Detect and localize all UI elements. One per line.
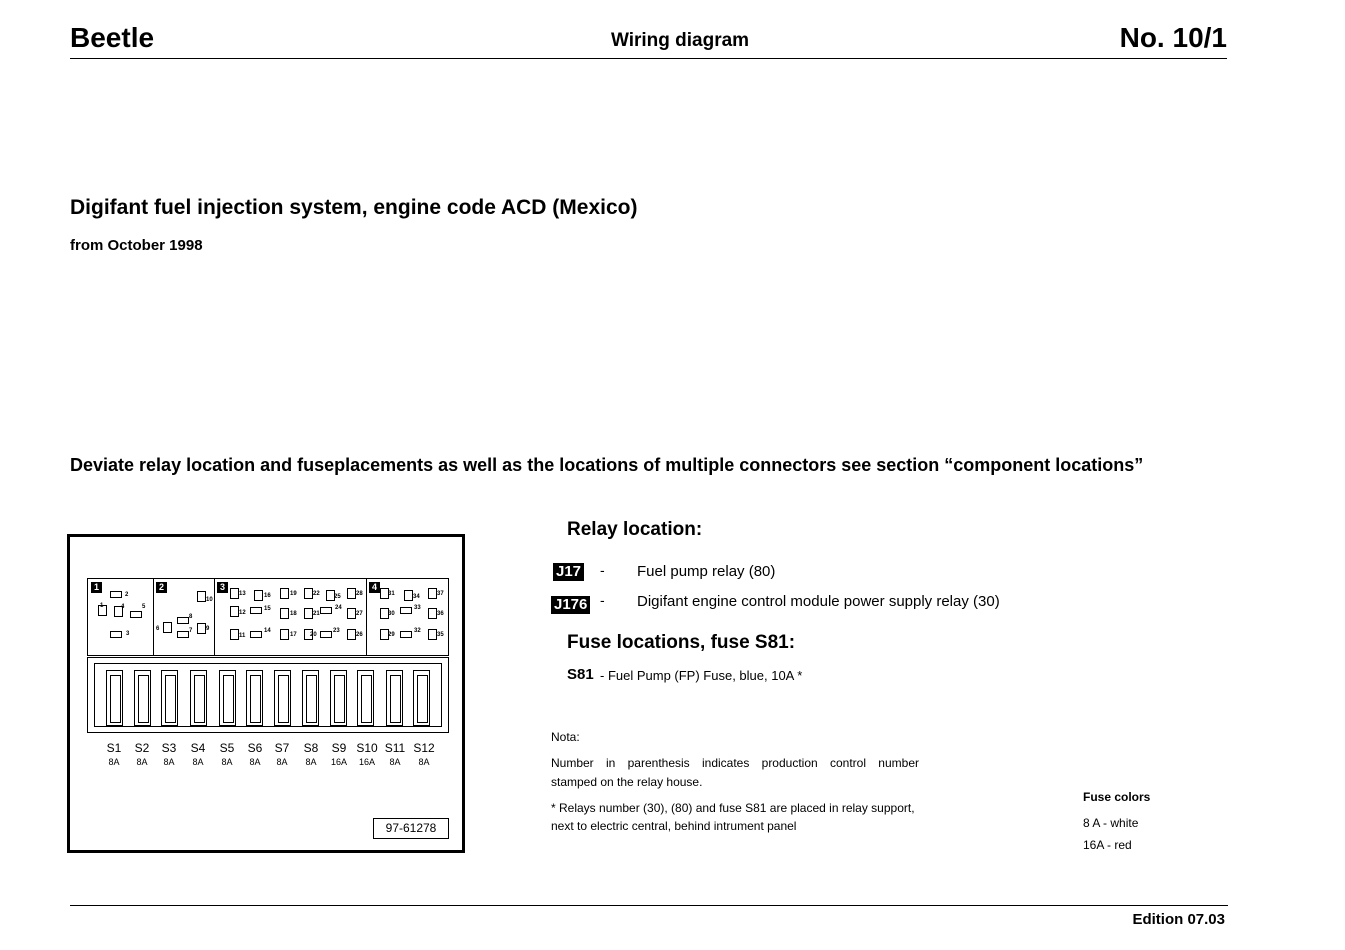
- relay-pin: [400, 631, 412, 638]
- fuse-s11: [386, 670, 403, 726]
- pin-number: 26: [356, 632, 363, 638]
- relay-pin: [347, 608, 356, 619]
- fuse-colors-title: Fuse colors: [1083, 790, 1151, 804]
- fuse-label: S4 8A: [190, 741, 206, 767]
- relay-pin: [250, 631, 262, 638]
- relay-section-2: [153, 579, 215, 655]
- relay-pin: [320, 631, 332, 638]
- fuse-box: [87, 657, 449, 733]
- pin-number: 19: [290, 591, 297, 597]
- pin-number: 12: [239, 610, 246, 616]
- fuse-label: S3 8A: [161, 741, 177, 767]
- pin-number: 24: [335, 605, 342, 611]
- pin-number: 4: [121, 604, 125, 610]
- fuse-desc-s81: - Fuel Pump (FP) Fuse, blue, 10A *: [600, 668, 803, 683]
- relay-pin: [110, 631, 122, 638]
- relay-pin: [428, 588, 437, 599]
- relay-pin: [197, 623, 206, 634]
- relay-pin: [428, 608, 437, 619]
- relay-section-4: [366, 579, 448, 655]
- pin-number: 16: [264, 593, 271, 599]
- pin-number: 30: [388, 611, 395, 617]
- relay-desc-j17: Fuel pump relay (80): [637, 563, 776, 580]
- relay-pin: [280, 588, 289, 599]
- pin-number: 17: [290, 632, 297, 638]
- relay-pin: [428, 629, 437, 640]
- footer-rule: [70, 905, 1228, 906]
- relay-pin: [280, 608, 289, 619]
- relay-section-3: [214, 579, 367, 655]
- page-subtitle: from October 1998: [70, 237, 203, 254]
- fuse-s1: [106, 670, 123, 726]
- section-number: 1: [91, 582, 102, 593]
- fuse-label: S6 8A: [247, 741, 263, 767]
- relay-pin: [304, 588, 313, 599]
- pin-number: 2: [125, 592, 129, 598]
- relay-pin: [177, 631, 189, 638]
- fuse-s2: [134, 670, 151, 726]
- header-doc-type: Wiring diagram: [610, 30, 750, 51]
- section-number: 3: [217, 582, 228, 593]
- pin-number: 21: [313, 611, 320, 617]
- fuse-label: S1 8A: [106, 741, 122, 767]
- pin-number: 20: [310, 632, 317, 638]
- relay-pin: [230, 588, 239, 599]
- pin-number: 7: [189, 628, 193, 634]
- section-number: 4: [369, 582, 380, 593]
- page-title: Digifant fuel injection system, engine code ACD (Mexico): [70, 196, 638, 219]
- relay-pin: [254, 590, 263, 601]
- fuse-label: S11 8A: [384, 741, 406, 767]
- pin-number: 23: [333, 628, 340, 634]
- pin-number: 34: [413, 594, 420, 600]
- relay-pin: [163, 622, 172, 633]
- fuse-code-s81: S81: [567, 666, 594, 683]
- fuse-holder: [94, 663, 442, 727]
- relay-pin: [280, 629, 289, 640]
- pin-number: 8: [189, 614, 193, 620]
- fuse-relay-panel-figure: [67, 534, 465, 853]
- relay-pin: [130, 611, 142, 618]
- pin-number: 27: [356, 611, 363, 617]
- fuse-s5: [219, 670, 236, 726]
- relay-dash: -: [600, 592, 605, 608]
- fuse-label: S10 16A: [356, 741, 378, 767]
- edition-label: Edition 07.03: [1132, 911, 1225, 928]
- relay-pin: [347, 588, 356, 599]
- relay-pin: [250, 607, 262, 614]
- relay-location-heading: Relay location:: [567, 519, 703, 540]
- fuse-s9: [330, 670, 347, 726]
- relay-pin: [197, 591, 206, 602]
- fuse-color-item: 8 A - white: [1083, 816, 1139, 830]
- fuse-s12: [413, 670, 430, 726]
- pin-number: 32: [414, 628, 421, 634]
- fuse-s8: [302, 670, 319, 726]
- header-doc-number: No. 10/1: [1119, 22, 1227, 53]
- pin-number: 6: [156, 626, 160, 632]
- pin-number: 9: [206, 626, 210, 632]
- pin-number: 1: [100, 603, 104, 609]
- relay-dash: -: [600, 562, 605, 578]
- fuse-label: S9 16A: [330, 741, 347, 767]
- fuse-s4: [190, 670, 207, 726]
- fuse-s3: [161, 670, 178, 726]
- pin-number: 11: [239, 633, 246, 639]
- fuse-label: S8 8A: [303, 741, 319, 767]
- deviation-note: Deviate relay location and fuseplacements as well as the locations of multiple connectors see section “component locations”: [70, 455, 1144, 475]
- pin-number: 37: [437, 591, 444, 597]
- fuse-label: S5 8A: [219, 741, 235, 767]
- nota-label: Nota:: [551, 730, 580, 744]
- relay-desc-j176: Digifant engine control module power supply relay (30): [637, 593, 1000, 610]
- pin-number: 29: [388, 632, 395, 638]
- nota-line-3: * Relays number (30), (80) and fuse S81 are placed in relay support,: [551, 801, 915, 815]
- fuse-label: S7 8A: [274, 741, 290, 767]
- relay-pin: [304, 608, 313, 619]
- fuse-s6: [246, 670, 263, 726]
- fuse-color-item: 16A - red: [1083, 838, 1132, 852]
- pin-number: 13: [239, 591, 246, 597]
- relay-section-1: [88, 579, 154, 655]
- nota-line-1: Number in parenthesis indicates production control number: [551, 756, 919, 770]
- relay-panel: [87, 578, 449, 656]
- pin-number: 14: [264, 628, 271, 634]
- relay-pin: [404, 590, 413, 601]
- pin-number: 31: [388, 591, 395, 597]
- header-model: Beetle: [70, 22, 155, 53]
- relay-code-j17: J17: [553, 563, 584, 581]
- relay-pin: [230, 606, 239, 617]
- pin-number: 18: [290, 611, 297, 617]
- relay-code-j176: J176: [551, 596, 590, 614]
- relay-pin: [177, 617, 189, 624]
- pin-number: 28: [356, 591, 363, 597]
- pin-number: 10: [206, 597, 213, 603]
- relay-pin: [230, 629, 239, 640]
- header-rule: [70, 58, 1227, 59]
- relay-pin: [320, 607, 332, 614]
- pin-number: 22: [313, 591, 320, 597]
- fuse-label: S2 8A: [134, 741, 150, 767]
- relay-pin: [347, 629, 356, 640]
- nota-line-2: stamped on the relay house.: [551, 775, 703, 789]
- relay-pin: [110, 591, 122, 598]
- fuse-locations-heading: Fuse locations, fuse S81:: [567, 632, 796, 653]
- section-number: 2: [156, 582, 167, 593]
- figure-reference: 97-61278: [373, 818, 449, 839]
- pin-number: 3: [126, 631, 130, 637]
- pin-number: 25: [334, 594, 341, 600]
- nota-line-4: next to electric central, behind intrument panel: [551, 819, 797, 833]
- fuse-s7: [274, 670, 291, 726]
- pin-number: 15: [264, 606, 271, 612]
- pin-number: 33: [414, 605, 421, 611]
- pin-number: 5: [142, 604, 146, 610]
- fuse-s10: [357, 670, 374, 726]
- pin-number: 35: [437, 632, 444, 638]
- pin-number: 36: [437, 611, 444, 617]
- fuse-label: S12 8A: [413, 741, 435, 767]
- relay-pin: [400, 607, 412, 614]
